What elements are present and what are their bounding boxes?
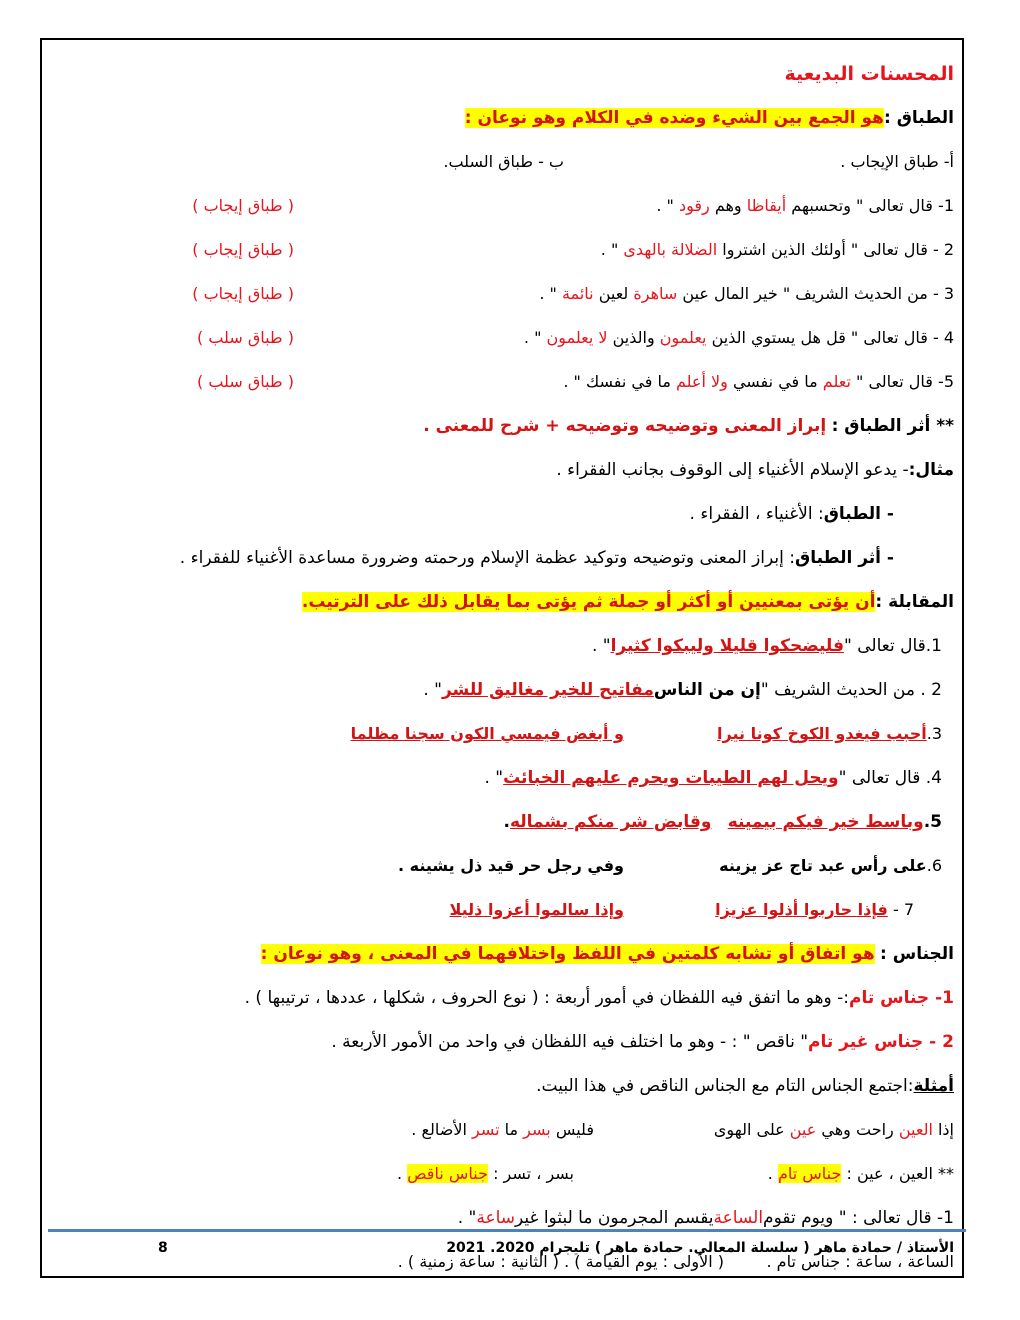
sample-effect-label: - أثر الطباق — [795, 548, 894, 568]
muqabala-definition: أن يؤتى بمعنيين أو أكثر أو جملة ثم يؤتى بما يقابل ذلك على الترتيب. — [301, 592, 876, 612]
tibaq-definition-line — [58, 96, 954, 140]
example-text: 4 - قال تعالى " قل هل يستوي الذين — [706, 328, 954, 347]
example-number: 7 - — [892, 900, 914, 919]
verse-text: الأضالع . — [411, 1120, 472, 1139]
tibaq-type-tag: ( طباق إيجاب ) — [192, 196, 294, 215]
example-text: 4. قال تعالى " — [838, 768, 942, 788]
example-text: 1.قال تعالى " — [844, 636, 942, 656]
tibaq-type-tag: ( طباق سلب ) — [196, 372, 294, 391]
page-footer — [48, 1238, 954, 1262]
example-text: " . — [600, 240, 624, 259]
muqabala-example-6 — [58, 844, 954, 888]
effect-label: ** أثر الطباق : — [831, 416, 954, 436]
example-text: لعين — [593, 284, 634, 303]
jinas-examples-line — [58, 1064, 954, 1108]
verse-first-half: فإذا حاربوا أذلوا عزيزا — [715, 900, 888, 919]
tibaq-type-tag: ( طباق إيجاب ) — [192, 240, 294, 259]
example-text: " . — [484, 768, 504, 788]
example-text: " . — [423, 680, 442, 700]
antonym-word: أيقاظا — [746, 196, 787, 215]
jinas-definition: هو اتفاق أو تشابه كلمتين في اللفظ واختلافهما في المعنى ، وهو نوعان : — [260, 944, 875, 964]
jinas-type-1 — [58, 976, 954, 1020]
sample-effect-line — [58, 536, 954, 580]
muqabala-label: المقابلة : — [875, 592, 954, 612]
jinas-type-highlight: جناس تام — [777, 1164, 842, 1183]
jinas-definition-line — [58, 932, 954, 976]
example-text: وهم — [709, 196, 747, 215]
jinas-type-text: :- وهو ما اتفق فيه اللفظان في أمور أربعة : ( نوع الحروف ، شكلها ، عددها ، ترتيبها ) . — [244, 988, 849, 1008]
tibaq-label: الطباق : — [883, 108, 954, 128]
antonym-word: الضلالة بالهدى — [623, 240, 718, 259]
antonym-word: ساهرة — [633, 284, 678, 303]
tibaq-example-4 — [58, 316, 954, 360]
example-text: 1- قال تعالى " وتحسبهم — [786, 196, 954, 215]
antonym-word: رقود — [678, 196, 710, 215]
tibaq-example-2 — [58, 228, 954, 272]
footer-text: الأستاذ / حمادة ماهر ( سلسلة المعالي. حمادة ماهر ) تليجرام 2020. 2021 — [446, 1240, 954, 1256]
verse-text: فليس — [550, 1120, 594, 1139]
verse-second-half: و أبغض فيمسي الكون سجنا مظلما — [350, 724, 624, 743]
jinas-word: الساعة — [713, 1208, 764, 1228]
document-body — [58, 52, 954, 1284]
example-text: " . — [656, 196, 679, 215]
explanation-right: الساعة ، ساعة : جناس تام . — [766, 1252, 954, 1271]
tibaq-example-5 — [58, 360, 954, 404]
tibaq-effect-line — [58, 404, 954, 448]
verse-text: إذا — [932, 1120, 954, 1139]
sample-text: - يدعو الإسلام الأغنياء إلى الوقوف بجانب الفقراء . — [556, 460, 909, 480]
tibaq-type-a: أ- طباق الإيجاب . — [840, 152, 954, 171]
contrast-phrase: فليضحكوا قليلا وليبكوا كثيرا — [610, 636, 845, 656]
example-text: 3 - من الحديث الشريف " خير المال عين — [677, 284, 954, 303]
example-text: " . — [457, 1208, 477, 1228]
contrast-phrase: ويحل لهم الطيبات ويحرم عليهم الخبائث — [503, 768, 839, 788]
tibaq-types-line — [58, 140, 954, 184]
sample-effect-text: : إبراز المعنى وتوضيحه وتوكيد عظمة الإسلام ورحمته وضرورة مساعدة الأغنياء للفقراء . — [179, 548, 796, 568]
muqabala-example-4 — [58, 756, 954, 800]
example-text: " . — [523, 328, 547, 347]
tibaq-example-1 — [58, 184, 954, 228]
jinas-type-label: 2 - جناس غير تام — [808, 1032, 954, 1052]
page-title — [58, 52, 954, 96]
tibaq-type-b: ب - طباق السلب. — [443, 152, 564, 171]
note-text: . — [397, 1164, 408, 1183]
section-title: المحسنات البديعية — [784, 63, 954, 85]
verse-text: على الهوى — [713, 1120, 790, 1139]
muqabala-example-1 — [58, 624, 954, 668]
example-text: يقسم المجرمون ما لبثوا غير — [515, 1208, 714, 1228]
example-text: 2 . من الحديث الشريف " — [760, 680, 942, 700]
page-number: 8 — [158, 1240, 168, 1256]
example-number: 3. — [926, 724, 942, 743]
muqabala-example-3 — [46, 712, 954, 756]
example-text: والذين — [607, 328, 660, 347]
example-text: " . — [539, 284, 562, 303]
note-text: بسر ، تسر : — [487, 1164, 574, 1183]
verse-second-half: وفي رجل حر قيد ذل يشينه . — [397, 856, 624, 875]
verse-text: ما — [499, 1120, 524, 1139]
contrast-phrase: وباسط خير فيكم بيمينه — [727, 812, 924, 832]
example-text: 5- قال تعالى " — [850, 372, 954, 391]
sample-label: مثال: — [908, 460, 954, 480]
example-number: 5. — [923, 812, 942, 832]
effect-text: إبراز المعنى وتوضيحه وتوضيحه + شرح للمعنى . — [423, 416, 827, 436]
sample-tibaq-text: : الأغنياء ، الفقراء . — [689, 504, 824, 524]
footer-divider — [48, 1229, 966, 1232]
jinas-example-line — [58, 1196, 954, 1240]
muqabala-example-7 — [58, 888, 954, 932]
jinas-type-highlight: جناس ناقص — [407, 1164, 488, 1183]
tibaq-type-tag: ( طباق سلب ) — [196, 328, 294, 347]
verse-first-half: على رأس عبد تاج عز يزينه — [719, 856, 927, 875]
explanation-left: ( الأولى : يوم القيامة ) . ( الثانية : ساعة زمنية ) . — [397, 1252, 724, 1271]
examples-label: أمثلة — [913, 1076, 954, 1096]
verse-second-half: وإذا سالموا أعزوا ذليلا — [449, 900, 624, 919]
sample-tibaq-line — [58, 492, 954, 536]
note-text: ** العين ، عين : — [841, 1164, 954, 1183]
antonym-word: تعلم — [822, 372, 851, 391]
example-text: 2 - قال تعالى " أولئك الذين اشتروا — [717, 240, 954, 259]
verse-text: راحت وهي — [816, 1120, 899, 1139]
muqabala-example-5 — [58, 800, 954, 844]
jinas-word: ساعة — [476, 1208, 516, 1228]
sample-tibaq-label: - الطباق — [823, 504, 894, 524]
example-text: ما في نفسي — [727, 372, 823, 391]
tibaq-type-tag: ( طباق إيجاب ) — [192, 284, 294, 303]
tibaq-example-3 — [58, 272, 954, 316]
example-text: ما في نفسك " . — [563, 372, 676, 391]
jinas-notes — [58, 1152, 954, 1196]
examples-text: :اجتمع الجناس التام مع الجناس الناقص في هذا البيت. — [536, 1076, 914, 1096]
example-text: 1- قال تعالى : " ويوم تقوم — [763, 1208, 954, 1228]
example-text: . — [503, 812, 510, 832]
tibaq-sample-line — [58, 448, 954, 492]
verse-first-half: أحبب فيغدو الكوخ كونا نيرا — [717, 724, 927, 743]
jinas-type-text: " ناقص " : - وهو ما اختلف فيه اللفظان في واحد من الأمور الأربعة . — [331, 1032, 809, 1052]
antonym-word: لا يعلمون — [546, 328, 608, 347]
jinas-type-2 — [58, 1020, 954, 1064]
antonym-word: نائمة — [562, 284, 594, 303]
jinas-word: تسر — [471, 1120, 500, 1139]
example-number: 6. — [926, 856, 942, 875]
antonym-word: يعلمون — [659, 328, 707, 347]
example-text: " . — [591, 636, 611, 656]
contrast-phrase: وقابض شر منكم بشماله — [509, 812, 712, 832]
example-emphasis: إن من الناس — [653, 680, 761, 700]
tibaq-definition: هو الجمع بين الشيء وضده في الكلام وهو نوعان : — [464, 108, 884, 128]
contrast-phrase: مفاتيح للخير مغاليق للشر — [441, 680, 654, 700]
jinas-label: الجناس : — [880, 944, 954, 964]
jinas-verse — [58, 1108, 954, 1152]
muqabala-example-2 — [58, 668, 954, 712]
jinas-word: بسر — [523, 1120, 551, 1139]
jinas-word: العين — [898, 1120, 933, 1139]
note-text: . — [767, 1164, 778, 1183]
muqabala-definition-line — [58, 580, 954, 624]
antonym-word: ولا أعلم — [675, 372, 728, 391]
jinas-type-label: 1- جناس تام — [849, 988, 954, 1008]
jinas-word: عين — [789, 1120, 817, 1139]
